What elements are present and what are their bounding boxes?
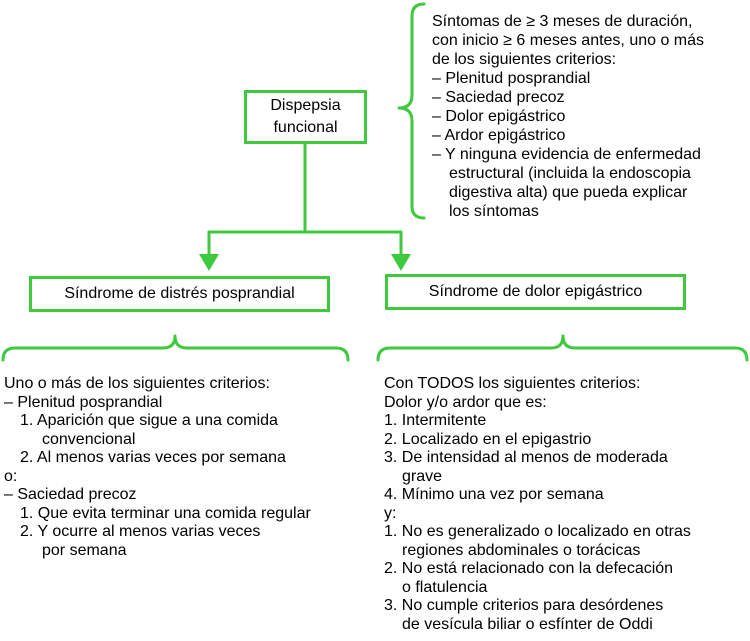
criteria-line: – Saciedad precoz bbox=[432, 89, 565, 106]
criteria-line: de los siguientes criterios: bbox=[432, 51, 617, 68]
criteria-line: y: bbox=[384, 504, 397, 522]
criteria-line: – Plenitud posprandial bbox=[4, 393, 163, 411]
box-title-line-2: funcional bbox=[273, 119, 338, 136]
criteria-line: 1. No es generalizado o localizado en otras bbox=[384, 523, 691, 540]
criteria-line: o: bbox=[4, 467, 18, 485]
box-title-line-1: Dispepsia bbox=[270, 97, 341, 114]
criteria-distres-posprandial bbox=[4, 375, 311, 560]
criteria-line: 1. Intermitente bbox=[384, 412, 487, 429]
brace-top-right bbox=[399, 4, 424, 218]
criteria-line: Síntomas de ≥ 3 meses de duración, bbox=[432, 13, 693, 30]
criteria-line: grave bbox=[402, 467, 443, 485]
criteria-line: 3. De intensidad al menos de moderada bbox=[384, 449, 668, 466]
arrow-left bbox=[199, 254, 219, 271]
brace-left bbox=[3, 336, 348, 360]
criteria-line: los síntomas bbox=[449, 203, 539, 220]
box-dolor-epigastrico bbox=[385, 274, 686, 310]
criteria-line: – Ardor epigástrico bbox=[432, 127, 566, 144]
criteria-line: 2. Al menos varias veces por semana bbox=[20, 449, 286, 466]
criteria-line: Uno o más de los siguientes criterios: bbox=[4, 375, 270, 392]
box-label: Síndrome de dolor epigástrico bbox=[428, 283, 643, 300]
criteria-line: digestiva alta) que pueda explicar bbox=[449, 184, 688, 201]
criteria-line: – Y ninguna evidencia de enfermedad bbox=[432, 146, 701, 163]
criteria-line: 4. Mínimo una vez por semana bbox=[384, 486, 604, 503]
criteria-line: convencional bbox=[42, 430, 136, 448]
box-distres-posprandial bbox=[29, 276, 330, 312]
criteria-line: – Plenitud posprandial bbox=[432, 70, 591, 87]
criteria-dolor-epigastrico bbox=[384, 375, 691, 634]
criteria-line: – Dolor epigástrico bbox=[432, 108, 566, 125]
criteria-line: 3. No cumple criterios para desórdenes bbox=[384, 597, 664, 614]
arrow-right bbox=[391, 254, 411, 271]
criteria-line: 2. No está relacionado con la defecación bbox=[384, 560, 674, 577]
criteria-dispepsia bbox=[432, 12, 704, 221]
criteria-line: con inicio ≥ 6 meses antes, uno o más bbox=[432, 32, 705, 49]
criteria-line: 2. Localizado en el epigastrio bbox=[384, 430, 592, 448]
criteria-line: 1. Que evita terminar una comida regular bbox=[20, 504, 311, 522]
criteria-line: 2. Y ocurre al menos varias veces bbox=[20, 523, 261, 540]
criteria-line: 1. Aparición que sigue a una comida bbox=[20, 412, 278, 429]
brace-right bbox=[378, 336, 747, 360]
criteria-line: por semana bbox=[42, 541, 127, 559]
box-dispepsia-funcional bbox=[244, 90, 367, 144]
criteria-line: estructural (incluida la endoscopia bbox=[449, 165, 691, 182]
criteria-line: regiones abdominales o torácicas bbox=[402, 541, 641, 559]
criteria-line: de vesícula biliar o esfínter de Oddi bbox=[402, 615, 653, 633]
box-label: Síndrome de distrés posprandial bbox=[64, 285, 295, 302]
criteria-line: Con TODOS los siguientes criterios: bbox=[384, 375, 641, 392]
criteria-line: o flatulencia bbox=[402, 578, 488, 596]
criteria-line: Dolor y/o ardor que es: bbox=[384, 393, 547, 411]
criteria-line: – Saciedad precoz bbox=[4, 486, 137, 503]
